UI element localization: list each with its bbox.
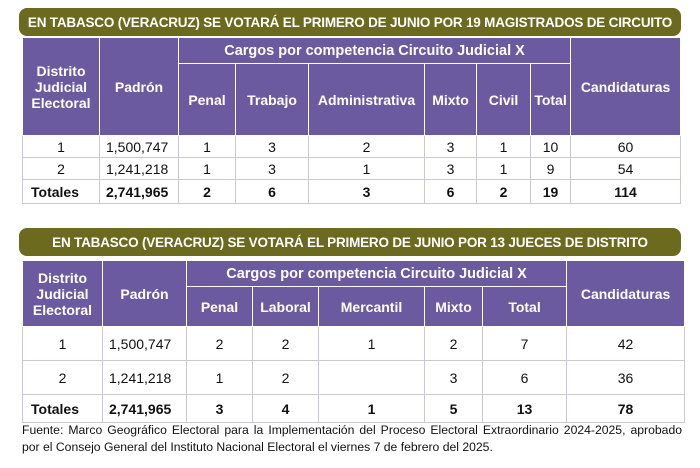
total-cell: 6 [425,180,477,204]
value-cell: 2 [309,136,425,158]
value-cell: 1 [477,158,531,180]
value-cell: 6 [483,361,567,395]
value-cell: 2 [425,327,483,361]
totals-row [23,395,685,423]
value-cell: 1 [309,158,425,180]
col-header-total: Total [483,287,567,327]
candidaturas-cell: 42 [567,327,685,361]
col-header-laboral: Laboral [253,287,319,327]
total-cell: 3 [187,395,253,423]
table2-banner: EN TABASCO (VERACRUZ) SE VOTARÁ EL PRIMERO DE JUNIO POR 13 JUECES DE DISTRITO [19,228,681,256]
total-cell: 1 [319,395,425,423]
padron-cell: 1,241,218 [103,361,187,395]
value-cell: 1 [319,327,425,361]
col-header-administrativa: Administrativa [309,64,425,136]
col-header-mixto: Mixto [425,287,483,327]
value-cell: 2 [253,327,319,361]
total-cell: 4 [253,395,319,423]
candidaturas-cell: 54 [571,158,681,180]
col-header-mixto: Mixto [425,64,477,136]
value-cell: 10 [531,136,571,158]
candidaturas-header: Candidaturas [567,261,685,327]
padron-header: Padrón [100,38,179,136]
value-cell: 3 [236,136,309,158]
col-header-penal: Penal [187,287,253,327]
candidaturas-total: 78 [567,395,685,423]
value-cell: 2 [253,361,319,395]
value-cell: 3 [425,158,477,180]
value-cell: 3 [425,361,483,395]
padron-header: Padrón [103,261,187,327]
total-cell: 6 [236,180,309,204]
total-cell: 2 [477,180,531,204]
padron-total: 2,741,965 [100,180,179,204]
padron-cell: 1,500,747 [103,327,187,361]
total-cell: 3 [309,180,425,204]
totals-label: Totales [23,180,100,204]
value-cell: 1 [187,361,253,395]
col-header-total: Total [531,64,571,136]
candidaturas-header: Candidaturas [571,38,681,136]
table-row [23,158,681,180]
jueces-table [22,260,685,423]
totals-row [23,180,681,204]
value-cell: 2 [187,327,253,361]
total-cell: 19 [531,180,571,204]
value-cell: 7 [483,327,567,361]
table-row [23,361,685,395]
cargos-group-header: Cargos por competencia Circuito Judicial X [179,38,571,64]
padron-cell: 1,241,218 [100,158,179,180]
table1-banner: EN TABASCO (VERACRUZ) SE VOTARÁ EL PRIMERO DE JUNIO POR 19 MAGISTRADOS DE CIRCUITO [19,8,681,36]
total-cell: 5 [425,395,483,423]
distrito-cell: 1 [23,136,100,158]
candidaturas-cell: 60 [571,136,681,158]
distrito-header: Distrito Judicial Electoral [23,261,103,327]
table-row [23,136,681,158]
value-cell: 1 [477,136,531,158]
col-header-penal: Penal [179,64,236,136]
totals-label: Totales [23,395,103,423]
distrito-cell: 1 [23,327,103,361]
total-cell: 13 [483,395,567,423]
col-header-civil: Civil [477,64,531,136]
magistrados-table [22,37,681,204]
value-cell: 3 [236,158,309,180]
total-cell: 2 [179,180,236,204]
col-header-trabajo: Trabajo [236,64,309,136]
candidaturas-total: 114 [571,180,681,204]
table-row [23,327,685,361]
col-header-mercantil: Mercantil [319,287,425,327]
padron-cell: 1,500,747 [100,136,179,158]
value-cell: 1 [179,136,236,158]
value-cell [319,361,425,395]
distrito-header: Distrito Judicial Electoral [23,38,100,136]
source-note: Fuente: Marco Geográfico Electoral para la Implementación del Proceso Electoral Extraordinario 2024-2025, aprobado por el Consejo General del Instituto Nacional Electoral el viernes 7 de febrero del 2025. [22,423,682,454]
candidaturas-cell: 36 [567,361,685,395]
value-cell: 3 [425,136,477,158]
padron-total: 2,741,965 [103,395,187,423]
cargos-group-header: Cargos por competencia Circuito Judicial X [187,261,567,287]
distrito-cell: 2 [23,158,100,180]
value-cell: 1 [179,158,236,180]
value-cell: 9 [531,158,571,180]
distrito-cell: 2 [23,361,103,395]
